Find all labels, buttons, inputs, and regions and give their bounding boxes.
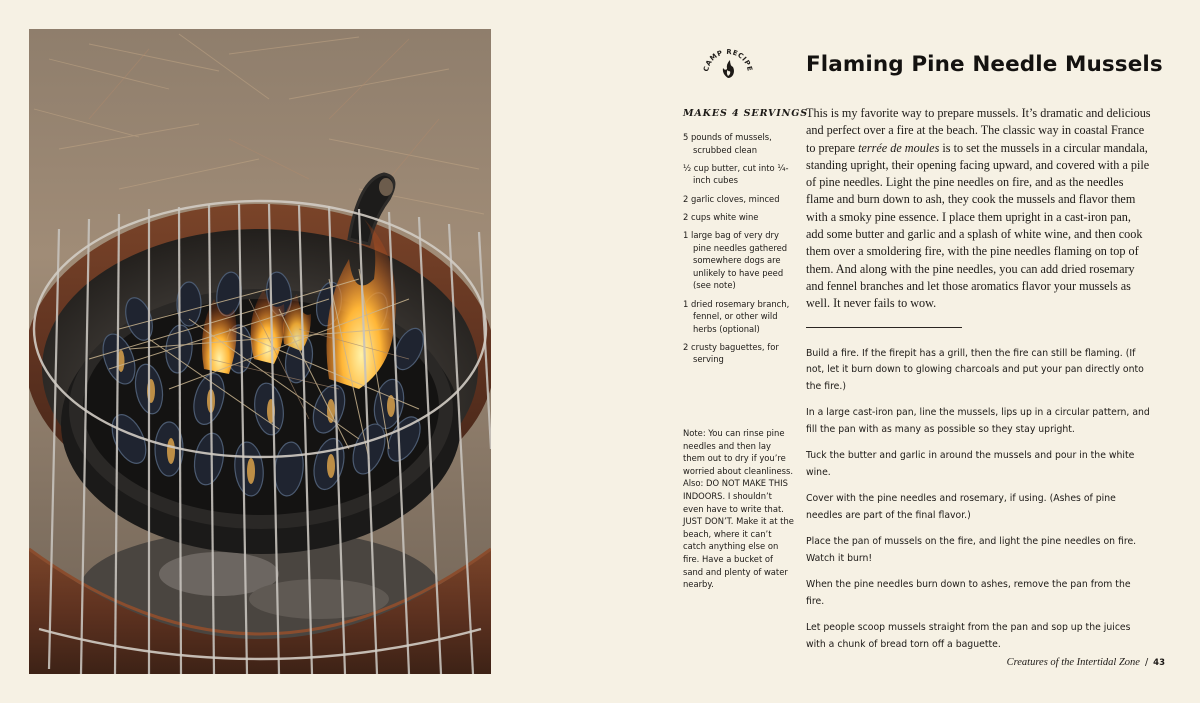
servings-label: MAKES 4 SERVINGS — [683, 108, 808, 119]
intro-emphasis: terrée de moules — [858, 140, 940, 155]
ingredients-list — [683, 131, 793, 372]
step-paragraph: Let people scoop mussels straight from the pan and sop up the juices with a chunk of bread torn off a baguette. — [806, 622, 1131, 650]
intro-text-part-1: This is my favorite way to prepare mussels. It’s dramatic and delicious and perfect over a fire at the beach. The classic way in coastal France to prepare — [806, 106, 1151, 155]
recipe-photo — [29, 29, 491, 674]
step-paragraph: Build a fire. If the firepit has a grill, then the fire can still be flaming. (If not, let it burn down to glowing charcoals and put your pan directly onto the fire.) — [806, 348, 1144, 392]
ingredient-item: 5 pounds of mussels, scrubbed clean — [683, 132, 772, 155]
section-divider — [806, 327, 962, 328]
step-paragraph: Tuck the butter and garlic in around the mussels and pour in the white wine. — [806, 450, 1135, 478]
ingredient-item: 2 crusty baguettes, for serving — [683, 341, 779, 365]
step-paragraph: In a large cast-iron pan, line the mussels, lips up in a circular pattern, and fill the pan with as many as possible so they stay upright. — [806, 407, 1150, 435]
camp-recipe-badge-text: CAMP RECIPE — [702, 47, 754, 73]
ingredient-item: ½ cup butter, cut into ¼-inch cubes — [683, 162, 789, 186]
page-number: 43 — [1153, 658, 1165, 668]
mussels-fire-illustration — [29, 29, 491, 674]
step-paragraph: When the pine needles burn down to ashes, remove the pan from the fire. — [806, 579, 1131, 607]
footer-separator: / — [1144, 657, 1149, 668]
campfire-icon — [723, 60, 734, 78]
page-footer — [1007, 657, 1165, 668]
ingredient-item: 2 cups white wine — [683, 211, 759, 222]
camp-recipe-badge — [700, 40, 756, 86]
recipe-title: Flaming Pine Needle Mussels — [806, 52, 1163, 77]
ingredient-item: 1 dried rosemary branch, fennel, or other wild herbs (optional) — [683, 298, 790, 334]
ingredient-item: 1 large bag of very dry pine needles gathered somewhere dogs are unlikely to have peed (see note) — [683, 229, 788, 291]
book-title: Creatures of the Intertidal Zone — [1006, 657, 1140, 668]
recipe-steps — [806, 346, 1151, 663]
ingredient-item: 2 garlic cloves, minced — [683, 193, 780, 204]
recipe-note: Note: You can rinse pine needles and then lay them out to dry if you’re worried about cleanliness. Also: DO NOT MAKE THIS INDOORS. I shouldn’t even have to write that. JUST DON’T. Make it at the beach, where it can’t catch anything else on fire. Have a bucket of sand and plenty of water nearby. — [683, 428, 794, 590]
step-paragraph: Place the pan of mussels on the fire, and light the pine needles on fire. Watch it burn! — [806, 536, 1137, 564]
step-paragraph: Cover with the pine needles and rosemary, if using. (Ashes of pine needles are part of the final flavor.) — [806, 493, 1116, 521]
intro-text-part-2: is to set the mussels in a circular mandala, standing upright, their opening facing upward, and covered with a pile of pine needles. Light the pine needles on fire, and as the needles flame and burn down to ash, they cook the mussels and flavor them with a smoky pine essence. I place them upright in a cast-iron pan, add some butter and garlic and a splash of white wine, and then cook them over a smoldering fire, with the pine needles flaming on top of them. And along with the pine needles, you can add dried rosemary and fennel branches and let those aromatics flavor your mussels as well. It never fails to wow. — [806, 140, 1150, 311]
recipe-intro — [806, 105, 1151, 313]
